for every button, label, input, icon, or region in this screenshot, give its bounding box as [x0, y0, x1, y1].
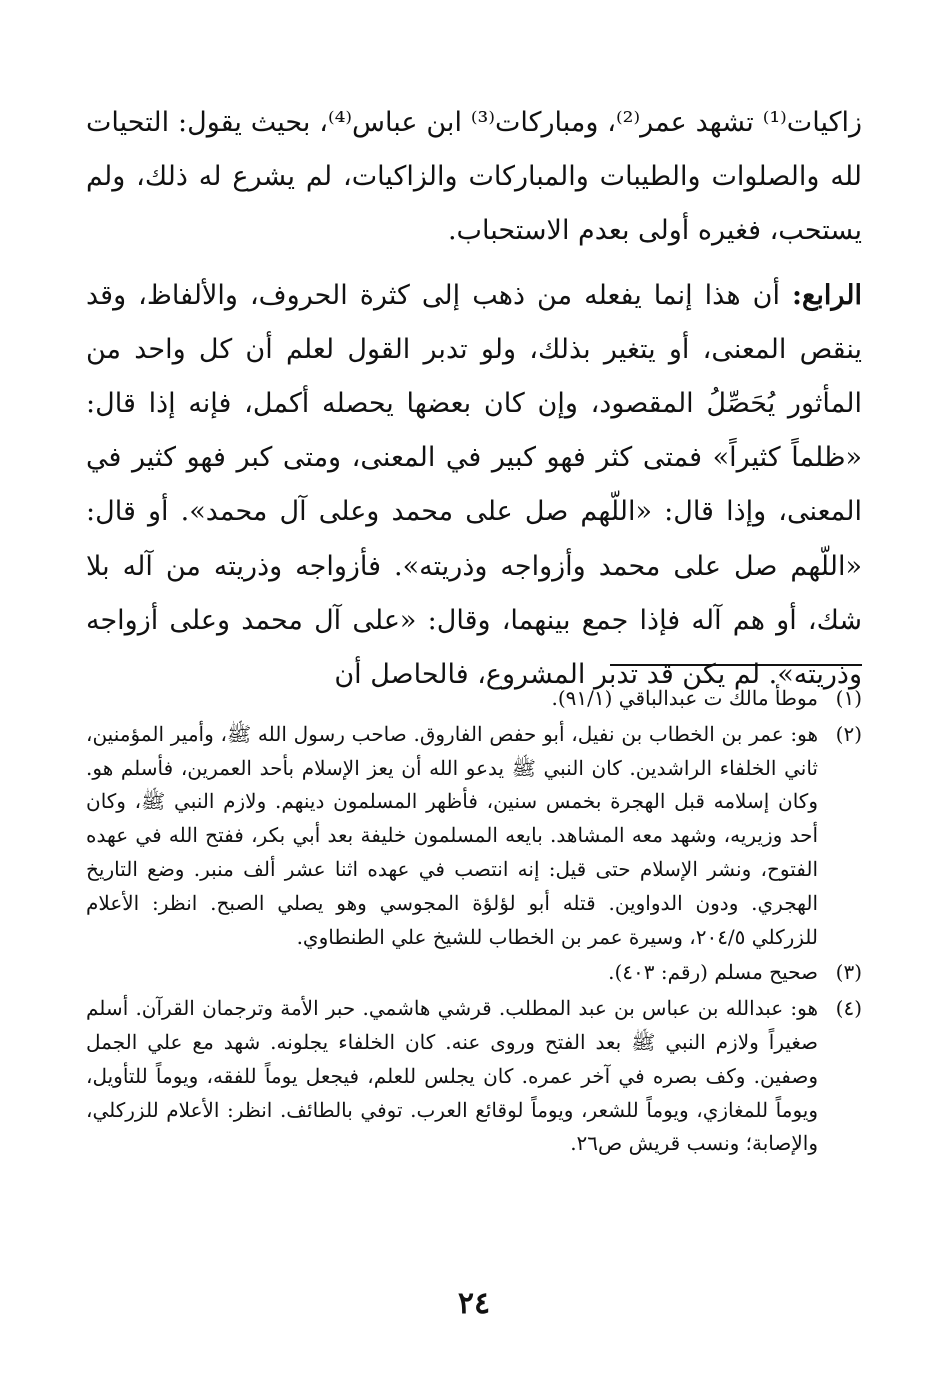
main-body-text	[86, 96, 862, 702]
footnote-text: موطأ مالك ت عبدالباقي (٩١/١).	[551, 686, 818, 710]
footnote-3	[86, 956, 862, 990]
footnote-number: (٢)	[835, 721, 862, 746]
footnote-number: (٣)	[835, 960, 862, 985]
paragraph-2-body: أن هذا إنما يفعله من ذهب إلى كثرة الحروف، والألفاظ، وقد ينقص المعنى، أو يتغير بذلك، ولو تدبر القول لعلم أن كل واحد من المأثور يُحَصِّلُ المقصود، وإن كان بعضها يحصله أكمل، فإنه إذا قال: «ظلماً كثيراً» فمتى كثر فهو كبير في المعنى، ومتى كبر فهو كثير في المعنى، وإذا قال: «اللّهم صل على محمد وعلى آل محمد». أو قال: «اللّهم صل على محمد وأزواجه وذريته». فأزواجه وذريته من آله بلا شك، أو هم آله فإذا جمع بينهما، وقال: «على آل محمد وعلى أزواجه وذريته». لم يكن قد تدبر المشروع، فالحاصل أن	[86, 279, 862, 691]
paragraph-1: زاكيات⁽¹⁾ تشهد عمر⁽²⁾، ومباركات⁽³⁾ ابن عباس⁽⁴⁾، بحيث يقول: التحيات لله والصلوات والطيبات والمباركات والزاكيات، لم يشرع له ذلك، ولم يستحب، فغيره أولى بعدم الاستحباب.	[86, 107, 862, 247]
footnote-number: (٤)	[835, 996, 862, 1021]
footnote-1	[86, 682, 862, 716]
footnote-number: (١)	[835, 686, 862, 710]
footnote-2	[86, 718, 862, 955]
footnotes	[86, 682, 862, 1163]
footnote-text: صحيح مسلم (رقم: ٤٠٣).	[608, 960, 818, 985]
footnote-separator	[610, 664, 862, 666]
paragraph-2-lead: الرابع:	[792, 279, 862, 311]
page-number: ٢٤	[457, 1286, 491, 1321]
footnote-4	[86, 992, 862, 1161]
footnote-text: هو: عمر بن الخطاب بن نفيل، أبو حفص الفاروق. صاحب رسول الله ﷺ، وأمير المؤمنين، ثاني الخلفاء الراشدين. كان النبي ﷺ يدعو الله أن يعز الإسلام بأحد العمرين، فأسلم هو. وكان إسلامه قبل الهجرة بخمس سنين، فأظهر المسلمون دينهم. ولازم النبي ﷺ، وكان أحد وزيريه، وشهد معه المشاهد. بايعه المسلمون خليفة بعد أبي بكر، ففتح الله في عهده الفتوح، ونشر الإسلام حتى قيل: إنه انتصب في عهده اثنا عشر ألف منبر. وضع التاريخ الهجري. ودون الدواوين. قتله أبو لؤلؤة المجوسي وهو يصلي الصبح. انظر: الأعلام للزركلي ٢٠٤/٥، وسيرة عمر بن الخطاب للشيخ علي الطنطاوي.	[86, 721, 818, 949]
footnote-text: هو: عبدالله بن عباس بن عبد المطلب. قرشي هاشمي. حبر الأمة وترجمان القرآن. أسلم صغيراً ولازم النبي ﷺ بعد الفتح وروى عنه. كان الخلفاء يجلونه. شهد مع علي الجمل وصفين. وكف بصره في آخر عمره. كان يجلس للعلم، فيجعل يوماً للفقه، ويوماً للتأويل، ويوماً للمغازي، ويوماً للشعر، ويوماً لوقائع العرب. توفي بالطائف. انظر: الأعلام للزركلي، والإصابة؛ ونسب قريش ص٢٦.	[86, 996, 818, 1156]
paragraph-2	[86, 269, 862, 703]
